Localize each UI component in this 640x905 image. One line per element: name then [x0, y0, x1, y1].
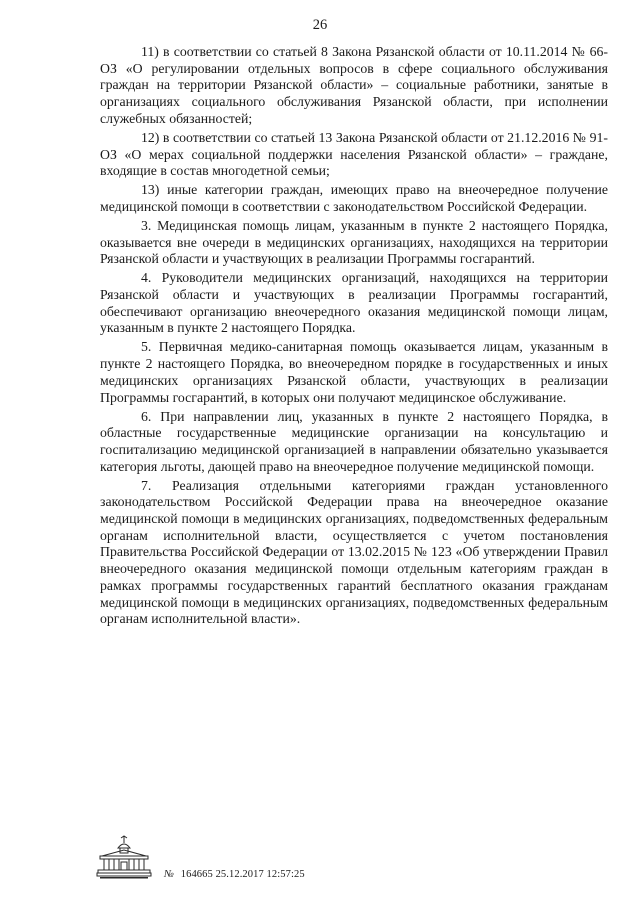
- page-number: 26: [312, 17, 328, 33]
- paragraph-point-5: 5. Первичная медико-санитарная помощь оказывается лицам, указанным в пункте 2 настоящего Порядка, во внеочередном порядке в государственных и иных медицинских организациях Рязанской области, участвующих в реализации Программы госгарантий, в которых они получают медицинское обслуживание.: [100, 339, 608, 405]
- paragraph-item-11: 11) в соответствии со статьей 8 Закона Рязанской области от 10.11.2014 № 66-ОЗ «О регулировании отдельных вопросов в сфере социального обслуживания граждан на территории Рязанской области» – социальные работники, занятые в организациях социального обслуживания Рязанской области, при исполнении служебных обязанностей;: [100, 44, 608, 126]
- paragraph-item-13: 13) иные категории граждан, имеющих право на внеочередное получение медицинской помощи в соответствии с законодательством Российской Федерации.: [100, 182, 608, 214]
- stamp-registration-text: 164665 25.12.2017 12:57:25: [180, 869, 305, 880]
- stamp-number-sign: №: [164, 869, 175, 880]
- document-body: [100, 44, 608, 630]
- government-building-emblem-icon: [96, 834, 152, 880]
- document-stamp: [164, 869, 305, 880]
- paragraph-point-7: 7. Реализация отдельными категориями граждан установленного законодательством Российской Федерации права на внеочередное оказание медицинской помощи в медицинских организациях, подведомственных федеральным органам исполнительной власти, осуществляется с учетом постановления Правительства Российской Федерации от 13.02.2015 № 123 «Об утверждении Правил внеочередного оказания медицинской помощи отдельным категориям граждан в рамках программы государственных гарантий бесплатного оказания гражданам медицинской помощи в медицинских организациях, подведомственных федеральным органам исполнительной власти».: [100, 477, 608, 627]
- paragraph-point-4: 4. Руководители медицинских организаций, находящихся на территории Рязанской области и участвующих в реализации Программы госгарантий, обеспечивают организацию внеочередного оказания медицинской помощи лицам, указанным в пункте 2 настоящего Порядка.: [100, 270, 608, 336]
- paragraph-point-3: 3. Медицинская помощь лицам, указанным в пункте 2 настоящего Порядка, оказывается вне очереди в медицинских организациях, находящихся на территории Рязанской области и участвующих в реализации Программы госгарантий.: [100, 217, 608, 267]
- paragraph-item-12: 12) в соответствии со статьей 13 Закона Рязанской области от 21.12.2016 № 91-ОЗ «О мерах социальной поддержки населения Рязанской области» – граждане, входящие в состав многодетной семьи;: [100, 129, 608, 179]
- paragraph-point-6: 6. При направлении лиц, указанных в пункте 2 настоящего Порядка, в областные государственные медицинские организации на консультацию и госпитализацию медицинской организацией в направлении обязательно указывается категория льготы, дающей право на внеочередное получение медицинской помощи.: [100, 408, 608, 474]
